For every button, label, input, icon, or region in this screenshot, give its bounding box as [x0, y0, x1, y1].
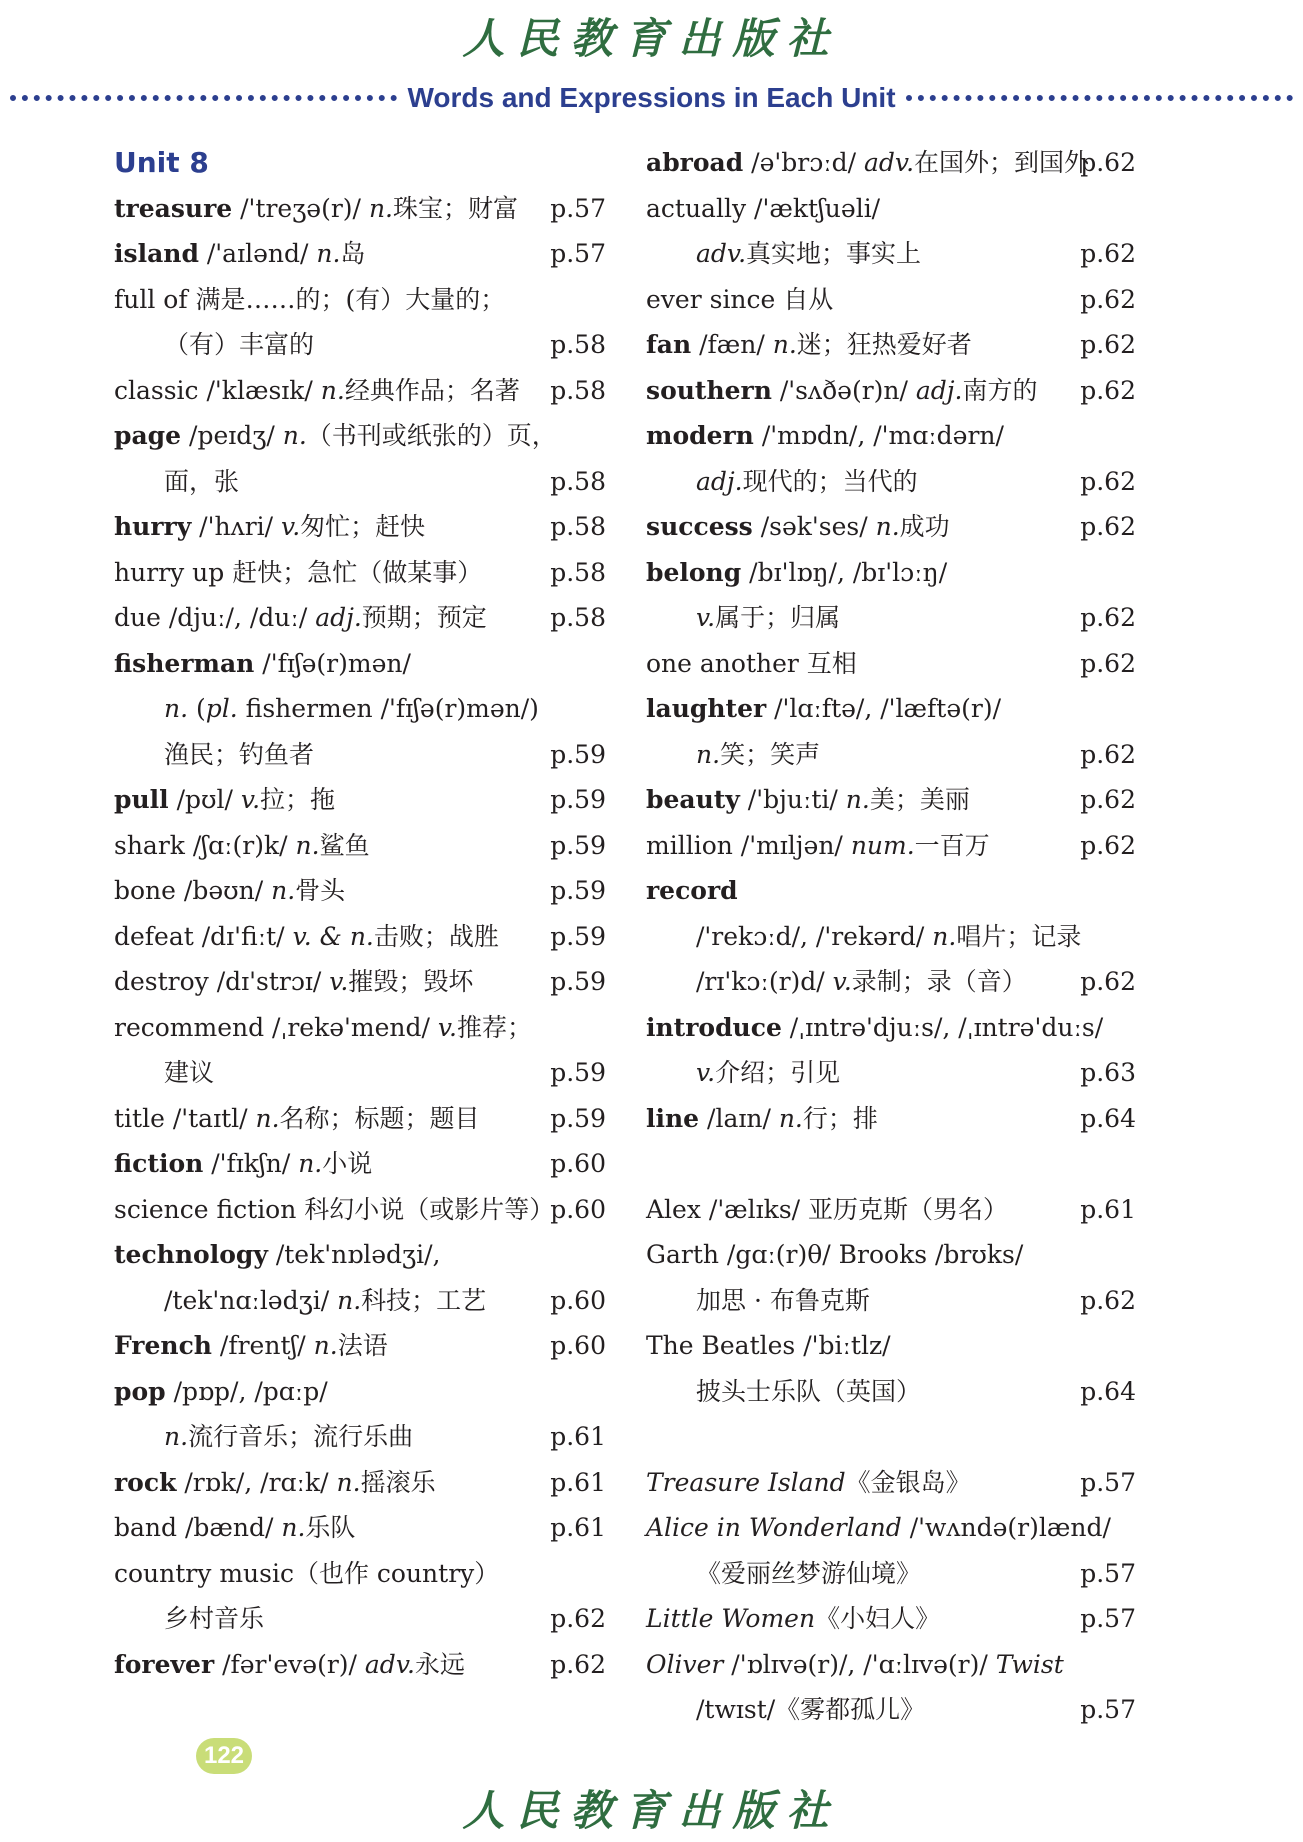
right-column [646, 140, 1136, 1733]
entry-treasure: treasure /'treʒə(r)/ n.珠宝；财富 p.57 [114, 193, 606, 223]
entry-modern: modern /'mɒdn/, /'mɑːdərn/ [646, 421, 1004, 450]
entry-fan: fan /fæn/ n.迷；狂热爱好者 p.62 [646, 330, 1136, 359]
entry-garth-brooks: Garth /gɑː(r)θ/ Brooks /brʊks/ [646, 1240, 1024, 1269]
header-title: Words and Expressions in Each Unit [407, 82, 896, 113]
entry-beauty: beauty /'bjuːti/ n.美；美丽 p.62 [646, 785, 1136, 814]
entry-success: success /sək'ses/ n.成功 p.62 [646, 512, 1136, 541]
entry-country-music: country music（也作 country） [114, 1558, 500, 1588]
entry-actually-cont: adv.真实地；事实上 p.62 [696, 239, 1136, 268]
entry-belong: belong /bɪ'lɒŋ/, /bɪ'lɔːŋ/ [646, 557, 948, 587]
entry-ever-since: ever since 自从 p.62 [646, 284, 1136, 314]
entry-fisherman: fisherman /'fɪʃə(r)mən/ [114, 648, 411, 678]
entry-recommend: recommend /ˌrekə'mend/ v.推荐； [114, 1012, 533, 1042]
entry-laughter: laughter /'lɑːftə/, /'læftə(r)/ [646, 694, 1001, 723]
entry-little-women: Little Women《小妇人》 p.57 [646, 1604, 1136, 1633]
entry-garth-brooks-cont: 加思 · 布鲁克斯 p.62 [696, 1285, 1136, 1315]
header-dots-left [10, 95, 397, 101]
entry-technology-cont: /tek'nɑːlədʒi/ n.科技；工艺 p.60 [164, 1285, 606, 1315]
entry-bone: bone /bəʊn/ n.骨头 p.59 [114, 876, 606, 905]
entry-fisherman-def: 渔民；钓鱼者 p.59 [164, 739, 606, 769]
spacer [646, 1141, 1136, 1187]
entry-record: record [646, 876, 738, 905]
entry-pop: pop /pɒp/, /pɑːp/ [114, 1376, 328, 1406]
entry-page: page /peɪdʒ/ n.（书刊或纸张的）页， [114, 421, 557, 450]
publisher-logo-bottom: 人民教育出版社 [462, 1786, 841, 1835]
left-column [114, 140, 606, 1687]
entry-southern: southern /'sʌðə(r)n/ adj.南方的 p.62 [646, 375, 1136, 405]
section-header [0, 80, 1303, 116]
entry-island: island /'aɪlənd/ n.岛 p.57 [114, 239, 606, 268]
publisher-logo-top: 人民教育出版社 [462, 14, 841, 63]
entry-alex: Alex /'ælɪks/ 亚历克斯（男名） p.61 [646, 1194, 1136, 1224]
entry-due: due /djuː/, /duː/ adj.预期；预定 p.58 [114, 603, 606, 632]
entry-forever: forever /fər'evə(r)/ adv.永远 p.62 [114, 1649, 606, 1679]
entry-hurry-up: hurry up 赶快；急忙（做某事） p.58 [114, 557, 606, 587]
entry-fiction: fiction /'fɪkʃn/ n.小说 p.60 [114, 1149, 606, 1178]
entry-science-fiction: science fiction 科幻小说（或影片等） p.60 [114, 1194, 606, 1224]
entry-modern-cont: adj.现代的；当代的 p.62 [696, 466, 1136, 496]
entry-actually: actually /'æktʃuəli/ [646, 193, 881, 223]
entry-fisherman-plural: n. (pl. fishermen /'fɪʃə(r)mən/) [164, 694, 539, 723]
spacer [646, 1414, 1136, 1460]
entry-one-another: one another 互相 p.62 [646, 648, 1136, 678]
entry-full-of: full of 满是……的；(有）大量的； [114, 284, 506, 314]
page-number-badge: 122 [196, 1738, 252, 1774]
entry-page-cont: 面，张 p.58 [164, 466, 606, 496]
entry-oliver-twist: Oliver /'ɒlɪvə(r)/, /'ɑːlɪvə(r)/ Twist [646, 1649, 1064, 1679]
entry-record-verb: /rɪ'kɔː(r)d/ v.录制；录（音） p.62 [696, 967, 1136, 996]
header-dots-right [906, 95, 1293, 101]
entry-classic: classic /'klæsɪk/ n.经典作品；名著 p.58 [114, 375, 606, 405]
entry-alice: Alice in Wonderland /'wʌndə(r)lænd/ [646, 1513, 1111, 1542]
entry-full-of-cont: （有）丰富的 p.58 [164, 330, 606, 359]
entry-million: million /'mɪljən/ num.一百万 p.62 [646, 830, 1136, 860]
entry-beatles: The Beatles /'biːtlz/ [646, 1331, 891, 1360]
entry-pop-cont: n.流行音乐；流行乐曲 p.61 [164, 1422, 606, 1451]
entry-technology: technology /tek'nɒlədʒi/, [114, 1240, 441, 1269]
entry-treasure-island: Treasure Island《金银岛》 p.57 [646, 1467, 1136, 1497]
entry-rock: rock /rɒk/, /rɑːk/ n.摇滚乐 p.61 [114, 1467, 606, 1497]
entry-laughter-cont: n.笑；笑声 p.62 [696, 739, 1136, 769]
entry-title: title /'taɪtl/ n.名称；标题；题目 p.59 [114, 1103, 606, 1133]
entry-record-noun: /'rekɔːd/, /'rekərd/ n.唱片；记录 [696, 921, 1082, 951]
entry-country-music-cont: 乡村音乐 p.62 [164, 1604, 606, 1633]
entry-hurry: hurry /'hʌri/ v.匆忙；赶快 p.58 [114, 512, 606, 541]
unit-title: Unit 8 [114, 146, 209, 179]
entry-line: line /laɪn/ n.行；排 p.64 [646, 1103, 1136, 1133]
entry-recommend-cont: 建议 p.59 [164, 1058, 606, 1087]
entry-french: French /frentʃ/ n.法语 p.60 [114, 1331, 606, 1360]
entry-defeat: defeat /dɪ'fiːt/ v. & n.击败；战胜 p.59 [114, 921, 606, 951]
entry-shark: shark /ʃɑː(r)k/ n.鲨鱼 p.59 [114, 830, 606, 860]
entry-oliver-twist-cont: /twɪst/《雾都孤儿》 p.57 [696, 1695, 1136, 1724]
entry-belong-cont: v.属于；归属 p.62 [696, 603, 1136, 632]
entry-introduce: introduce /ˌɪntrə'djuːs/, /ˌɪntrə'duːs/ [646, 1012, 1104, 1042]
entry-beatles-cont: 披头士乐队（英国） p.64 [696, 1376, 1136, 1406]
entry-pull: pull /pʊl/ v.拉；拖 p.59 [114, 785, 606, 814]
entry-band: band /bænd/ n.乐队 p.61 [114, 1513, 606, 1542]
entry-alice-cont: 《爱丽丝梦游仙境》 p.57 [696, 1558, 1136, 1588]
entry-introduce-cont: v.介绍；引见 p.63 [696, 1058, 1136, 1087]
entry-destroy: destroy /dɪ'strɔɪ/ v.摧毁；毁坏 p.59 [114, 967, 606, 996]
entry-abroad: abroad /ə'brɔːd/ adv.在国外；到国外 p.62 [646, 148, 1136, 177]
